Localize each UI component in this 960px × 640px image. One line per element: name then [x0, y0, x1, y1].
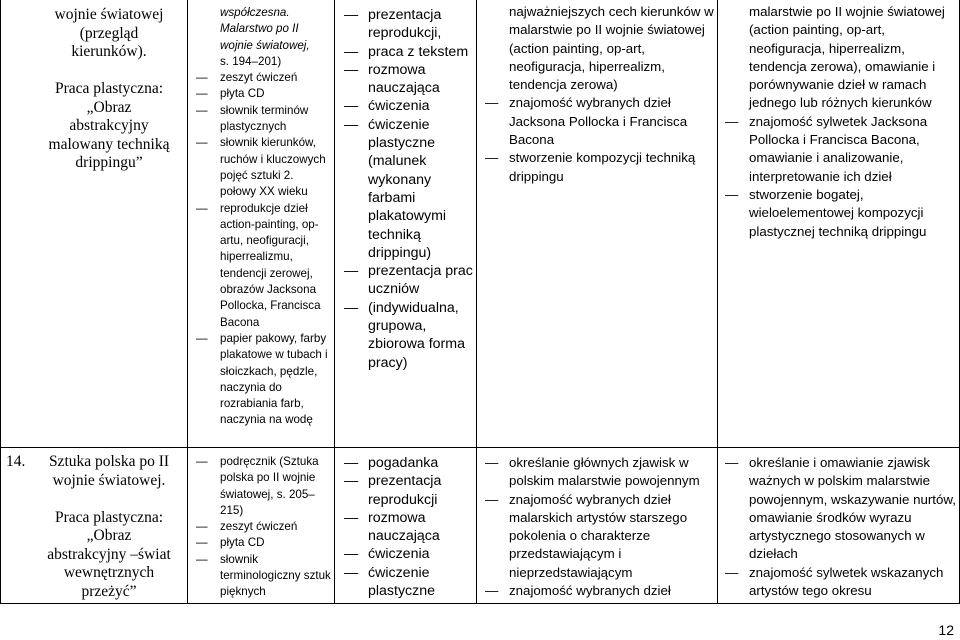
list-item: najważniejszych cech kierunków w malarstwie po II wojnie światowej (action painting, op-art, neofiguracja, hiperrealizm, tendencja zerowa) [509, 4, 714, 93]
list-item: — rozmowa nauczająca [344, 61, 474, 98]
topic-line: przeżyć” [81, 582, 137, 600]
topic-line [44, 490, 174, 509]
list-item: — słownik kierunków, ruchów i kluczowych pojęć sztuki 2. połowy XX wieku [196, 135, 332, 200]
list-item: — płyta CD [196, 86, 332, 102]
row1-methods-cell [344, 6, 474, 372]
row2-outcomes-basic-cell [485, 454, 715, 600]
list-item: — określanie i omawianie zjawisk ważnych w polskim malarstwie powojennym, wskazywanie nurtów, omawianie środków wyrazu artystycznego stosowanych w dziełach [725, 454, 957, 564]
topic-line: abstrakcyjny –świat [47, 545, 171, 563]
list-item: — podręcznik (Sztuka polska po II wojnie światowej, s. 205–215) [196, 454, 332, 519]
topic-line: abstrakcyjny [69, 117, 149, 134]
list-item: — słownik terminologiczny sztuk pięknych [196, 552, 332, 601]
topic-line: „Obraz [86, 527, 132, 544]
topic-line: kierunków). [71, 43, 147, 60]
topic-line: malowany techniką [48, 135, 170, 153]
list-item: — papier pakowy, farby plakatowe w tubach i słoiczkach, pędzle, naczynia do rozrabiania farb, naczynia na wodę [196, 331, 332, 429]
list-item: — ćwiczenie plastyczne (malunek wykonany farbami plakatowymi techniką drippingu) [344, 116, 474, 262]
row2-topic-cell [0, 453, 187, 603]
topic-line: wojnie światowej [54, 6, 164, 23]
list-item: — zeszyt ćwiczeń [196, 70, 332, 86]
list-item: — znajomość wybranych dzieł Jacksona Pollocka i Francisca Bacona [485, 94, 715, 149]
topic-line: drippingu” [75, 154, 143, 171]
row1-outcomes-basic-cell [485, 3, 715, 186]
list-item: — znajomość sylwetek wskazanych artystów tego okresu [725, 564, 957, 601]
topic-line: (przegląd [79, 24, 139, 42]
list-item: — (indywidualna, grupowa, zbiorowa forma pracy) [344, 299, 474, 372]
list-item: — ćwiczenia [344, 545, 474, 563]
topic-line: wewnętrznych [63, 564, 155, 581]
list-item: — stworzenie kompozycji techniką drippingu [485, 149, 715, 186]
row1-resources-cell [196, 5, 332, 429]
topic-line [44, 62, 174, 81]
page-number: 12 [938, 622, 954, 638]
list-item: — praca z tekstem [344, 43, 474, 61]
list-item: — znajomość wybranych dzieł [485, 582, 715, 600]
topic-line: Praca plastyczna: [54, 508, 163, 526]
topic-line: Sztuka polska po II [48, 453, 170, 470]
row1-outcomes-extended-cell [725, 3, 957, 241]
list-item: — określanie głównych zjawisk w polskim malarstwie powojennym [485, 454, 715, 491]
row2-methods-cell [344, 454, 474, 600]
row2-outcomes-extended-cell [725, 454, 957, 600]
list-item: — prezentacja prac uczniów [344, 262, 474, 299]
list-item: — słownik terminów plastycznych [196, 103, 332, 136]
list-item: współczesna. [220, 6, 290, 19]
list-item: malarstwie po II wojnie światowej (action painting, op-art, neofiguracja, hiperrealizm, tendencja zerowa), omawianie i porównywanie dzieł w ramach jednego lub różnych kierunków [749, 4, 945, 111]
list-item: — rozmowa nauczająca [344, 509, 474, 546]
list-item: s. 194–201) [220, 54, 282, 68]
topic-line: wojnie światowej. [52, 471, 166, 489]
list-item: — znajomość wybranych dzieł malarskich artystów starszego pokolenia o charakterze przedstawiającym i nieprzedstawiającym [485, 491, 715, 582]
list-item: — płyta CD [196, 535, 332, 551]
topic-line: „Obraz [86, 98, 132, 116]
row2-resources-cell [196, 454, 332, 601]
row2-number: 14. [6, 453, 26, 470]
list-item: — zeszyt ćwiczeń [196, 519, 332, 535]
list-item: — prezentacja reprodukcji, [344, 6, 474, 43]
list-item: — prezentacja reprodukcji [344, 472, 474, 509]
list-item: — ćwiczenia [344, 97, 474, 115]
list-item: — znajomość sylwetek Jacksona Pollocka i Francisca Bacona, omawianie i analizowanie, interpretowanie ich dzieł [725, 113, 957, 186]
list-item: — reprodukcje dzieł action-painting, op-artu, neofiguracji, hiperrealizmu, tendencji zerowej, obrazów Jacksona Pollocka, Francisca Bacona [196, 201, 332, 331]
topic-line: Praca plastyczna: [54, 80, 163, 97]
list-item: Malarstwo po II wojnie światowej, [220, 22, 310, 52]
list-item: — stworzenie bogatej, wieloelementowej kompozycji plastycznej techniką drippingu [725, 186, 957, 241]
list-item: — pogadanka [344, 454, 474, 472]
list-item: — ćwiczenie plastyczne [344, 564, 474, 601]
row1-topic-cell [0, 6, 187, 446]
